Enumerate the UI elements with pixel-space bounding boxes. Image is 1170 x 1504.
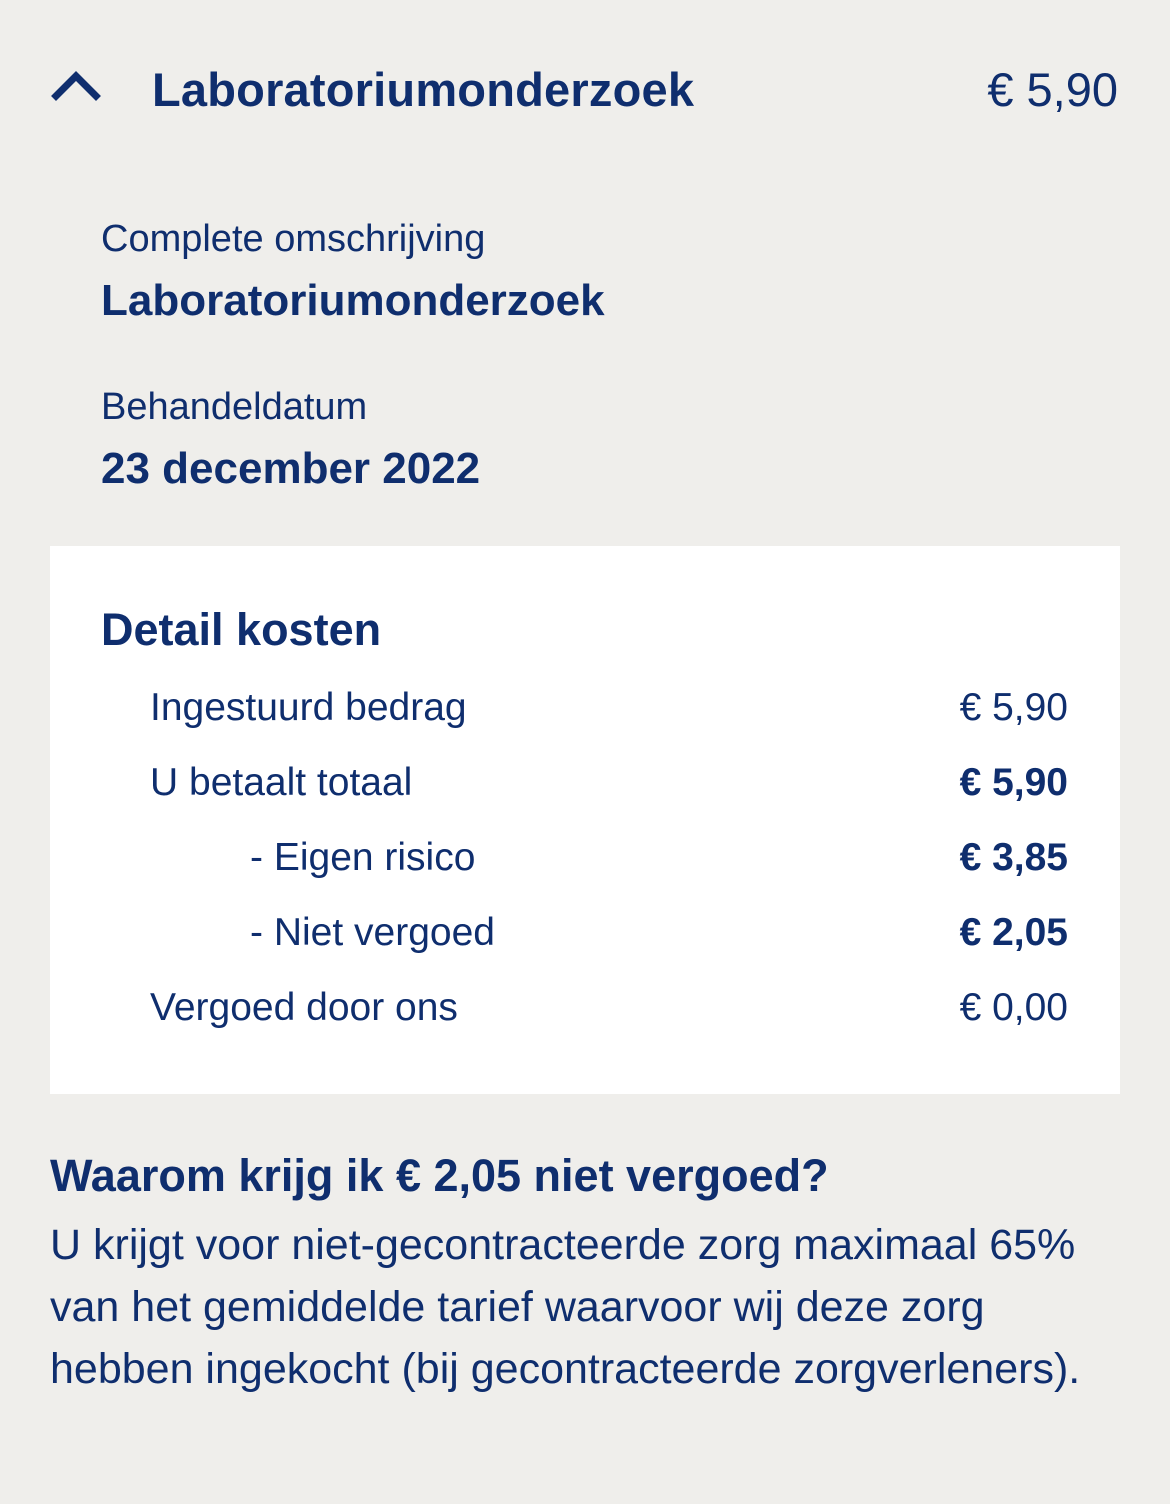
claim-item-amount: € 5,90 [987,63,1118,116]
cost-row-amount: € 3,85 [959,836,1068,879]
info-question-heading: Waarom krijg ik € 2,05 niet vergoed? [50,1150,829,1201]
cost-row-label: U betaalt totaal [150,761,413,804]
claim-item-title[interactable]: Laboratoriumonderzoek [152,63,695,116]
cost-row-reimbursed [150,986,1068,1036]
claim-item-header[interactable] [0,40,1170,140]
info-explanation-text: U krijgt voor niet-gecontracteerde zorg maximaal 65% van het gemiddelde tarief waarvoor wij deze zorg hebben ingekocht (bij gecontracteerde zorgverleners). [50,1221,1081,1393]
cost-detail-title: Detail kosten [101,604,382,655]
cost-row-label: - Eigen risico [250,836,476,879]
cost-row-amount: € 5,90 [959,686,1068,729]
cost-detail-card [50,546,1120,1094]
treatment-date-value: 23 december 2022 [101,444,481,493]
cost-row-amount: € 5,90 [959,761,1068,804]
cost-row-deductible [150,836,1068,886]
treatment-date-label: Behandeldatum [101,386,368,428]
cost-row-you-pay-total [150,761,1068,811]
cost-row-not-reimbursed [150,911,1068,961]
cost-row-amount: € 0,00 [959,986,1068,1029]
cost-row-submitted [150,686,1068,736]
cost-row-label: Ingestuurd bedrag [150,686,467,729]
description-label: Complete omschrijving [101,218,486,260]
cost-row-label: Vergoed door ons [150,986,458,1029]
cost-row-amount: € 2,05 [959,911,1068,954]
cost-row-label: - Niet vergoed [250,911,495,954]
description-value: Laboratoriumonderzoek [101,276,605,325]
chevron-up-icon[interactable] [50,62,102,112]
